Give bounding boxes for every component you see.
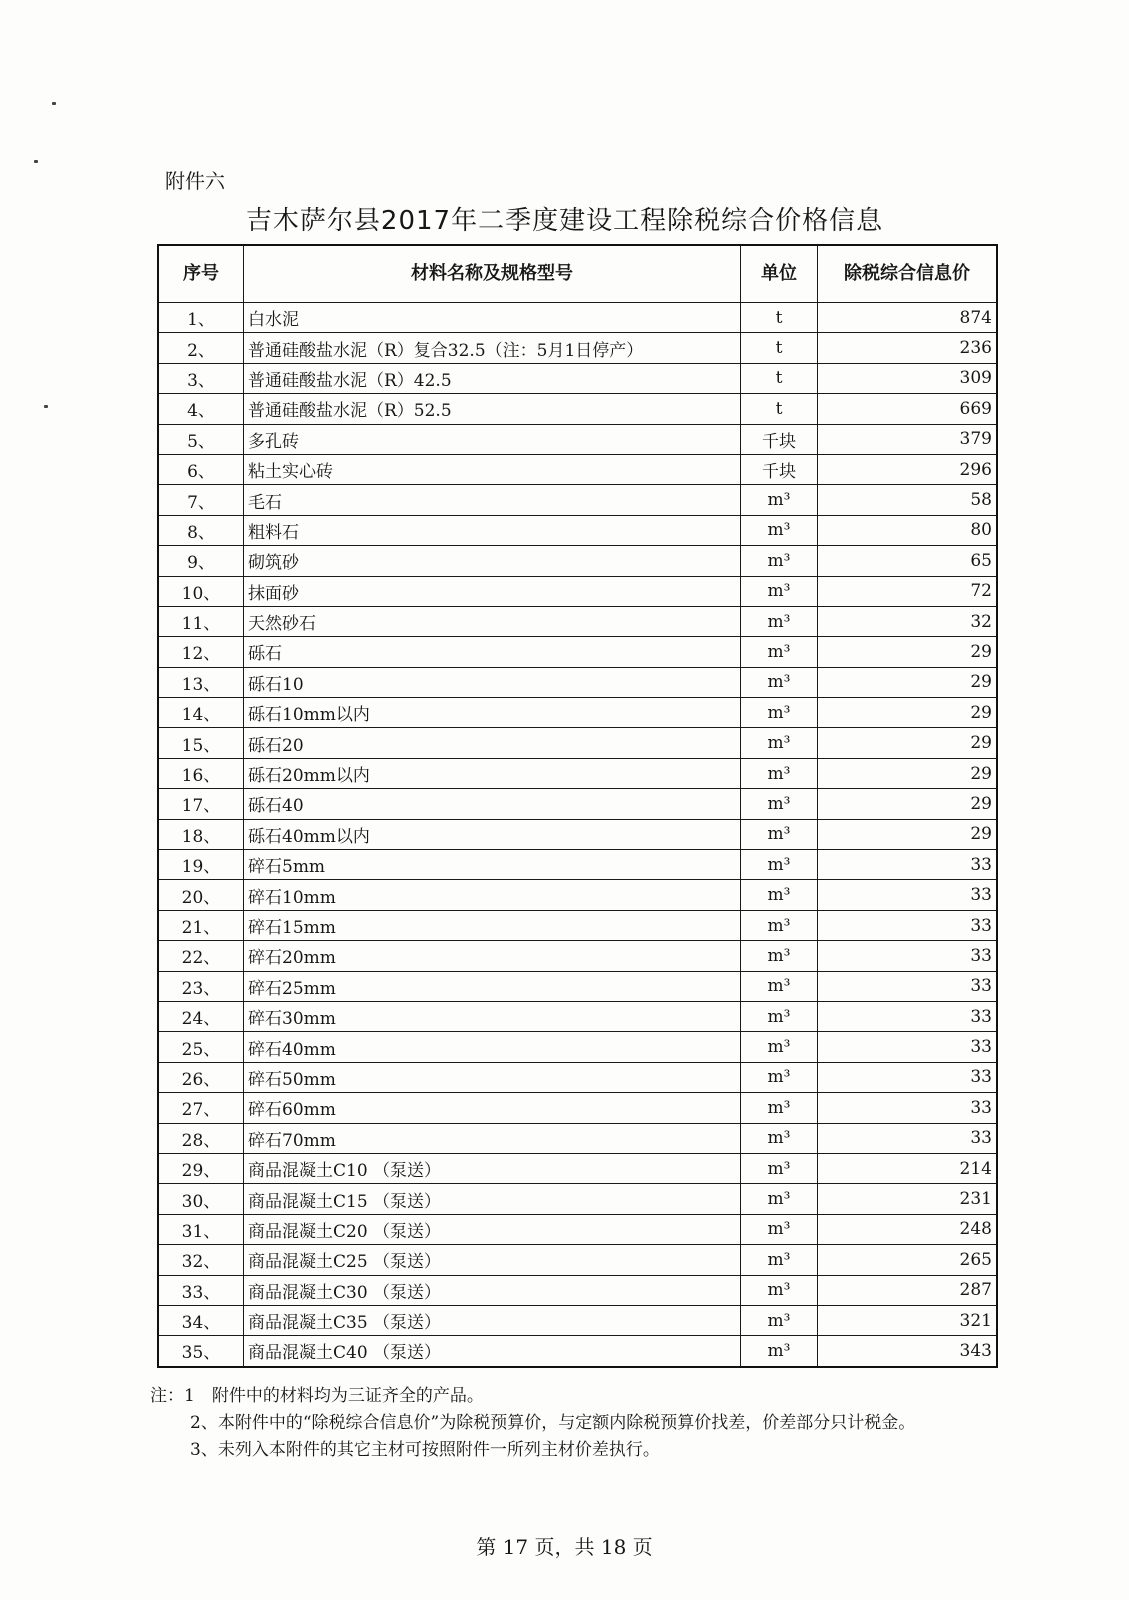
row-price: 236 [818, 333, 998, 363]
row-price: 29 [818, 728, 998, 758]
row-name: 砾石10mm以内 [244, 698, 741, 728]
row-no: 27、 [158, 1093, 244, 1123]
row-price: 874 [818, 303, 998, 333]
table-row [158, 333, 997, 363]
row-no: 30、 [158, 1184, 244, 1214]
table-row [158, 363, 997, 393]
table-row [158, 1093, 997, 1123]
note-2: 2、本附件中的“除税综合信息价”为除税预算价，与定额内除税预算价找差，价差部分只计税金。 [190, 1413, 916, 1433]
row-price: 32 [818, 606, 998, 636]
table-row [158, 1305, 997, 1335]
row-name: 砾石40 [244, 789, 741, 819]
table-row [158, 910, 997, 940]
row-name: 碎石5mm [244, 850, 741, 880]
table-row [158, 606, 997, 636]
row-name: 碎石20mm [244, 941, 741, 971]
header-name: 材料名称及规格型号 [244, 245, 741, 303]
row-no: 11、 [158, 606, 244, 636]
header-no: 序号 [158, 245, 244, 303]
table-row [158, 576, 997, 606]
row-unit: m³ [741, 1001, 818, 1031]
row-name: 普通硅酸盐水泥（R）42.5 [244, 363, 741, 393]
row-name: 普通硅酸盐水泥（R）52.5 [244, 394, 741, 424]
row-price: 33 [818, 1123, 998, 1153]
row-price: 33 [818, 910, 998, 940]
row-name: 商品混凝土C15 （泵送） [244, 1184, 741, 1214]
row-no: 8、 [158, 515, 244, 545]
row-name: 砾石10 [244, 667, 741, 697]
row-price: 309 [818, 363, 998, 393]
row-price: 33 [818, 1032, 998, 1062]
table-row [158, 1123, 997, 1153]
row-no: 35、 [158, 1336, 244, 1367]
row-name: 商品混凝土C20 （泵送） [244, 1214, 741, 1244]
scan-speck [34, 160, 38, 163]
row-unit: m³ [741, 606, 818, 636]
note-3: 3、未列入本附件的其它主材可按照附件一所列主材价差执行。 [190, 1440, 660, 1460]
row-unit: m³ [741, 1275, 818, 1305]
row-name: 碎石10mm [244, 880, 741, 910]
row-unit: m³ [741, 515, 818, 545]
row-name: 多孔砖 [244, 424, 741, 454]
notes [150, 1383, 950, 1464]
table-row [158, 789, 997, 819]
row-price: 296 [818, 454, 998, 484]
row-unit: m³ [741, 819, 818, 849]
row-name: 粗料石 [244, 515, 741, 545]
row-name: 碎石40mm [244, 1032, 741, 1062]
table-row [158, 1275, 997, 1305]
row-no: 22、 [158, 941, 244, 971]
scan-speck [52, 102, 56, 105]
row-unit: m³ [741, 1214, 818, 1244]
row-price: 287 [818, 1275, 998, 1305]
row-no: 18、 [158, 819, 244, 849]
row-price: 33 [818, 1001, 998, 1031]
row-unit: m³ [741, 546, 818, 576]
row-unit: m³ [741, 850, 818, 880]
row-price: 33 [818, 971, 998, 1001]
table-row [158, 515, 997, 545]
row-name: 砾石20 [244, 728, 741, 758]
table-row [158, 1062, 997, 1092]
row-unit: m³ [741, 880, 818, 910]
row-name: 商品混凝土C10 （泵送） [244, 1153, 741, 1183]
row-name: 碎石30mm [244, 1001, 741, 1031]
row-unit: m³ [741, 485, 818, 515]
row-unit: m³ [741, 1153, 818, 1183]
row-no: 34、 [158, 1305, 244, 1335]
row-price: 33 [818, 880, 998, 910]
attachment-label: 附件六 [165, 169, 225, 193]
row-unit: m³ [741, 1093, 818, 1123]
row-name: 碎石70mm [244, 1123, 741, 1153]
row-price: 80 [818, 515, 998, 545]
row-name: 天然砂石 [244, 606, 741, 636]
row-price: 265 [818, 1245, 998, 1275]
table-row [158, 1245, 997, 1275]
page-title: 吉木萨尔县2017年二季度建设工程除税综合价格信息 [245, 206, 884, 236]
table-row [158, 819, 997, 849]
row-unit: m³ [741, 1245, 818, 1275]
price-table [157, 244, 998, 1368]
row-no: 28、 [158, 1123, 244, 1153]
note-1: 注：1 附件中的材料均为三证齐全的产品。 [150, 1386, 484, 1406]
row-price: 29 [818, 789, 998, 819]
row-no: 19、 [158, 850, 244, 880]
row-name: 毛石 [244, 485, 741, 515]
row-no: 16、 [158, 758, 244, 788]
row-no: 9、 [158, 546, 244, 576]
row-name: 抹面砂 [244, 576, 741, 606]
row-name: 砌筑砂 [244, 546, 741, 576]
row-no: 7、 [158, 485, 244, 515]
row-unit: t [741, 333, 818, 363]
row-no: 31、 [158, 1214, 244, 1244]
row-no: 2、 [158, 333, 244, 363]
table-row [158, 546, 997, 576]
row-unit: m³ [741, 698, 818, 728]
row-name: 商品混凝土C35 （泵送） [244, 1305, 741, 1335]
table-row [158, 1336, 997, 1367]
row-price: 248 [818, 1214, 998, 1244]
row-name: 商品混凝土C30 （泵送） [244, 1275, 741, 1305]
row-unit: m³ [741, 1336, 818, 1367]
table-row [158, 758, 997, 788]
row-name: 砾石40mm以内 [244, 819, 741, 849]
row-unit: m³ [741, 637, 818, 667]
scan-speck [44, 405, 48, 408]
table-row [158, 1153, 997, 1183]
row-no: 12、 [158, 637, 244, 667]
row-unit: m³ [741, 1305, 818, 1335]
header-price: 除税综合信息价 [818, 245, 998, 303]
row-unit: t [741, 363, 818, 393]
row-unit: 千块 [741, 424, 818, 454]
row-no: 10、 [158, 576, 244, 606]
row-name: 碎石50mm [244, 1062, 741, 1092]
row-unit: m³ [741, 728, 818, 758]
row-unit: m³ [741, 789, 818, 819]
row-unit: m³ [741, 910, 818, 940]
row-price: 65 [818, 546, 998, 576]
row-price: 29 [818, 698, 998, 728]
table-row [158, 1184, 997, 1214]
row-price: 29 [818, 637, 998, 667]
row-price: 33 [818, 850, 998, 880]
table-row [158, 728, 997, 758]
row-price: 379 [818, 424, 998, 454]
row-price: 231 [818, 1184, 998, 1214]
row-price: 29 [818, 758, 998, 788]
row-price: 29 [818, 819, 998, 849]
row-no: 23、 [158, 971, 244, 1001]
row-no: 24、 [158, 1001, 244, 1031]
row-no: 20、 [158, 880, 244, 910]
row-unit: t [741, 394, 818, 424]
row-price: 33 [818, 941, 998, 971]
row-price: 33 [818, 1093, 998, 1123]
row-price: 343 [818, 1336, 998, 1367]
row-no: 25、 [158, 1032, 244, 1062]
row-unit: m³ [741, 576, 818, 606]
row-unit: m³ [741, 1184, 818, 1214]
row-no: 6、 [158, 454, 244, 484]
row-unit: t [741, 303, 818, 333]
row-no: 26、 [158, 1062, 244, 1092]
row-no: 21、 [158, 910, 244, 940]
table-row [158, 454, 997, 484]
row-price: 58 [818, 485, 998, 515]
row-name: 白水泥 [244, 303, 741, 333]
row-name: 商品混凝土C40 （泵送） [244, 1336, 741, 1367]
header-unit: 单位 [741, 245, 818, 303]
row-no: 15、 [158, 728, 244, 758]
row-price: 669 [818, 394, 998, 424]
row-name: 普通硅酸盐水泥（R）复合32.5（注：5月1日停产） [244, 333, 741, 363]
table-row [158, 698, 997, 728]
row-price: 72 [818, 576, 998, 606]
row-unit: m³ [741, 758, 818, 788]
row-no: 14、 [158, 698, 244, 728]
table-body [158, 303, 997, 1367]
row-no: 17、 [158, 789, 244, 819]
table-row [158, 485, 997, 515]
table-header-row [158, 245, 997, 303]
row-no: 4、 [158, 394, 244, 424]
table-row [158, 850, 997, 880]
table-row [158, 1001, 997, 1031]
row-no: 13、 [158, 667, 244, 697]
row-name: 砾石20mm以内 [244, 758, 741, 788]
row-price: 321 [818, 1305, 998, 1335]
table-row [158, 637, 997, 667]
row-unit: m³ [741, 941, 818, 971]
row-no: 29、 [158, 1153, 244, 1183]
table-row [158, 971, 997, 1001]
row-unit: m³ [741, 1062, 818, 1092]
row-price: 29 [818, 667, 998, 697]
table-row [158, 303, 997, 333]
table-row [158, 424, 997, 454]
row-name: 砾石 [244, 637, 741, 667]
row-unit: 千块 [741, 454, 818, 484]
row-unit: m³ [741, 1032, 818, 1062]
table-row [158, 1032, 997, 1062]
row-no: 1、 [158, 303, 244, 333]
row-price: 33 [818, 1062, 998, 1092]
table-row [158, 941, 997, 971]
row-name: 碎石60mm [244, 1093, 741, 1123]
table-row [158, 1214, 997, 1244]
row-name: 粘土实心砖 [244, 454, 741, 484]
row-unit: m³ [741, 667, 818, 697]
row-name: 碎石15mm [244, 910, 741, 940]
row-no: 33、 [158, 1275, 244, 1305]
row-price: 214 [818, 1153, 998, 1183]
row-name: 商品混凝土C25 （泵送） [244, 1245, 741, 1275]
table-row [158, 394, 997, 424]
table-row [158, 667, 997, 697]
table-row [158, 880, 997, 910]
page-footer: 第 17 页，共 18 页 [476, 1535, 653, 1559]
row-unit: m³ [741, 971, 818, 1001]
row-no: 3、 [158, 363, 244, 393]
row-name: 碎石25mm [244, 971, 741, 1001]
row-no: 32、 [158, 1245, 244, 1275]
row-unit: m³ [741, 1123, 818, 1153]
row-no: 5、 [158, 424, 244, 454]
